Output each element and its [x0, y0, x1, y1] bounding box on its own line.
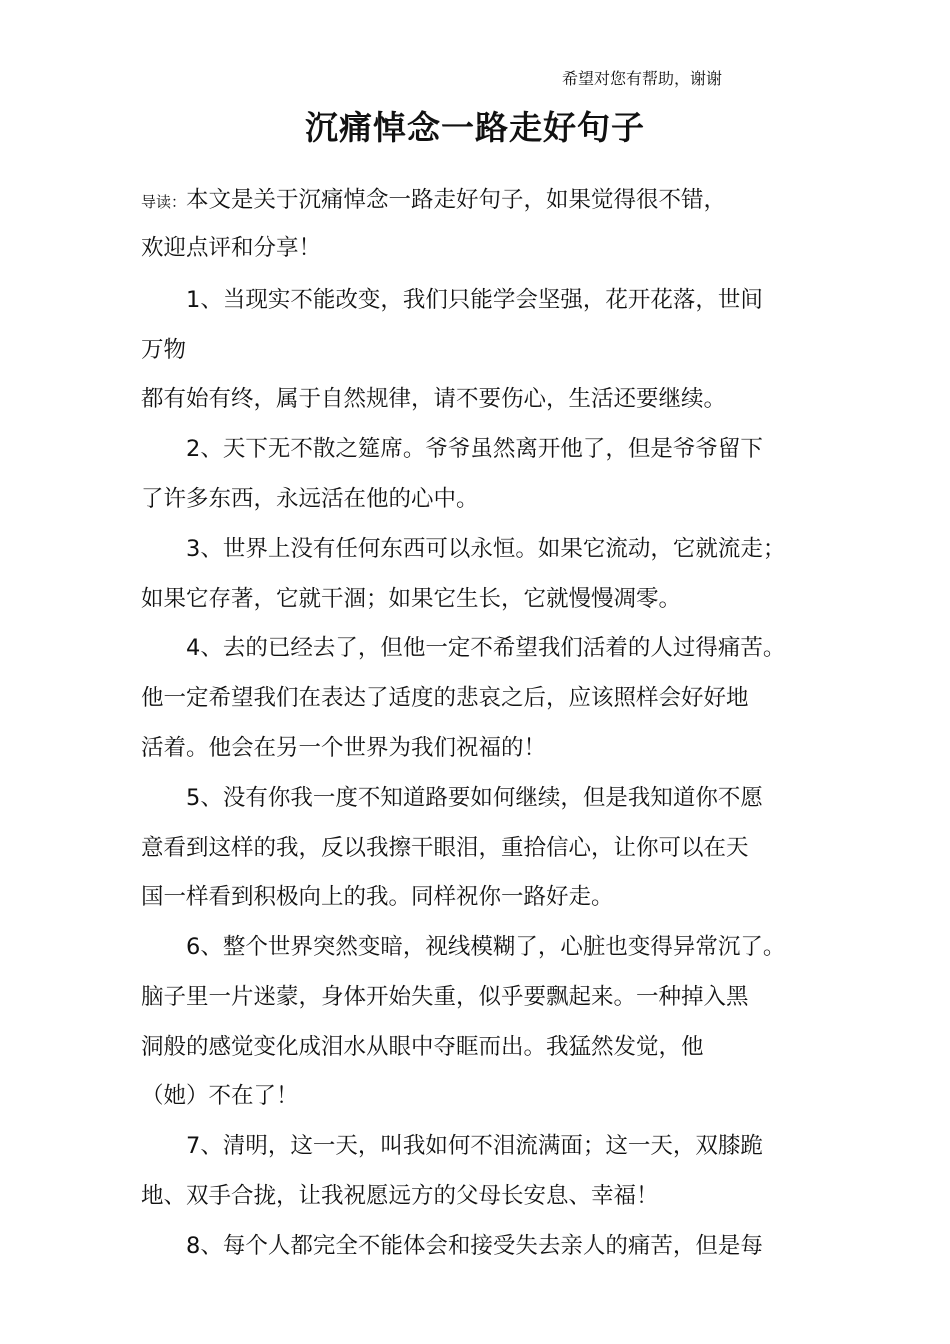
intro-line-1: [141, 185, 726, 217]
paragraph-7-line-2: 地、双手合拢，让我祝愿远方的父母长安息、幸福！: [141, 1183, 659, 1209]
paragraph-5-line-1: 5、没有你我一度不知道路要如何继续，但是我知道你不愿: [186, 785, 763, 811]
paragraph-4-line-3: 活着。他会在另一个世界为我们祝福的！: [141, 735, 547, 761]
header-note: 希望对您有帮助，谢谢: [562, 69, 723, 88]
intro-line-2: 欢迎点评和分享！: [141, 235, 322, 261]
paragraph-8-line-1: 8、每个人都完全不能体会和接受失去亲人的痛苦，但是每: [186, 1233, 763, 1259]
page-title: 沉痛悼念一路走好句子: [305, 108, 645, 147]
paragraph-1-line-1: 1、当现实不能改变，我们只能学会坚强，花开花落，世间: [186, 287, 763, 313]
paragraph-4-line-1: 4、去的已经去了，但他一定不希望我们活着的人过得痛苦。: [186, 635, 786, 661]
paragraph-2-line-2: 了许多东西，永远活在他的心中。: [141, 486, 479, 512]
intro-label: 导读：: [141, 193, 187, 211]
paragraph-1-line-3: 都有始有终，属于自然规律，请不要伤心，生活还要继续。: [141, 386, 727, 412]
paragraph-6-line-2: 脑子里一片迷蒙，身体开始失重，似乎要飘起来。一种掉入黑: [141, 984, 749, 1010]
paragraph-5-line-2: 意看到这样的我，反以我擦干眼泪，重拾信心，让你可以在天: [141, 835, 749, 861]
paragraph-3-line-2: 如果它存著，它就干涸；如果它生长，它就慢慢凋零。: [141, 586, 682, 612]
paragraph-1-line-2: 万物: [141, 337, 187, 363]
paragraph-6-line-4: （她）不在了！: [141, 1083, 299, 1109]
paragraph-5-line-3: 国一样看到积极向上的我。同样祝你一路好走。: [141, 884, 614, 910]
paragraph-4-line-2: 他一定希望我们在表达了适度的悲哀之后，应该照样会好好地: [141, 685, 749, 711]
paragraph-2-line-1: 2、天下无不散之筵席。爷爷虽然离开他了，但是爷爷留下: [186, 436, 763, 462]
paragraph-6-line-1: 6、整个世界突然变暗，视线模糊了，心脏也变得异常沉了。: [186, 934, 786, 960]
paragraph-6-line-3: 洞般的感觉变化成泪水从眼中夺眶而出。我猛然发觉，他: [141, 1034, 704, 1060]
intro-text: 本文是关于沉痛悼念一路走好句子，如果觉得很不错，: [186, 187, 727, 213]
paragraph-7-line-1: 7、清明，这一天，叫我如何不泪流满面；这一天，双膝跪: [186, 1133, 763, 1159]
paragraph-3-line-1: 3、世界上没有任何东西可以永恒。如果它流动，它就流走；: [186, 536, 786, 562]
